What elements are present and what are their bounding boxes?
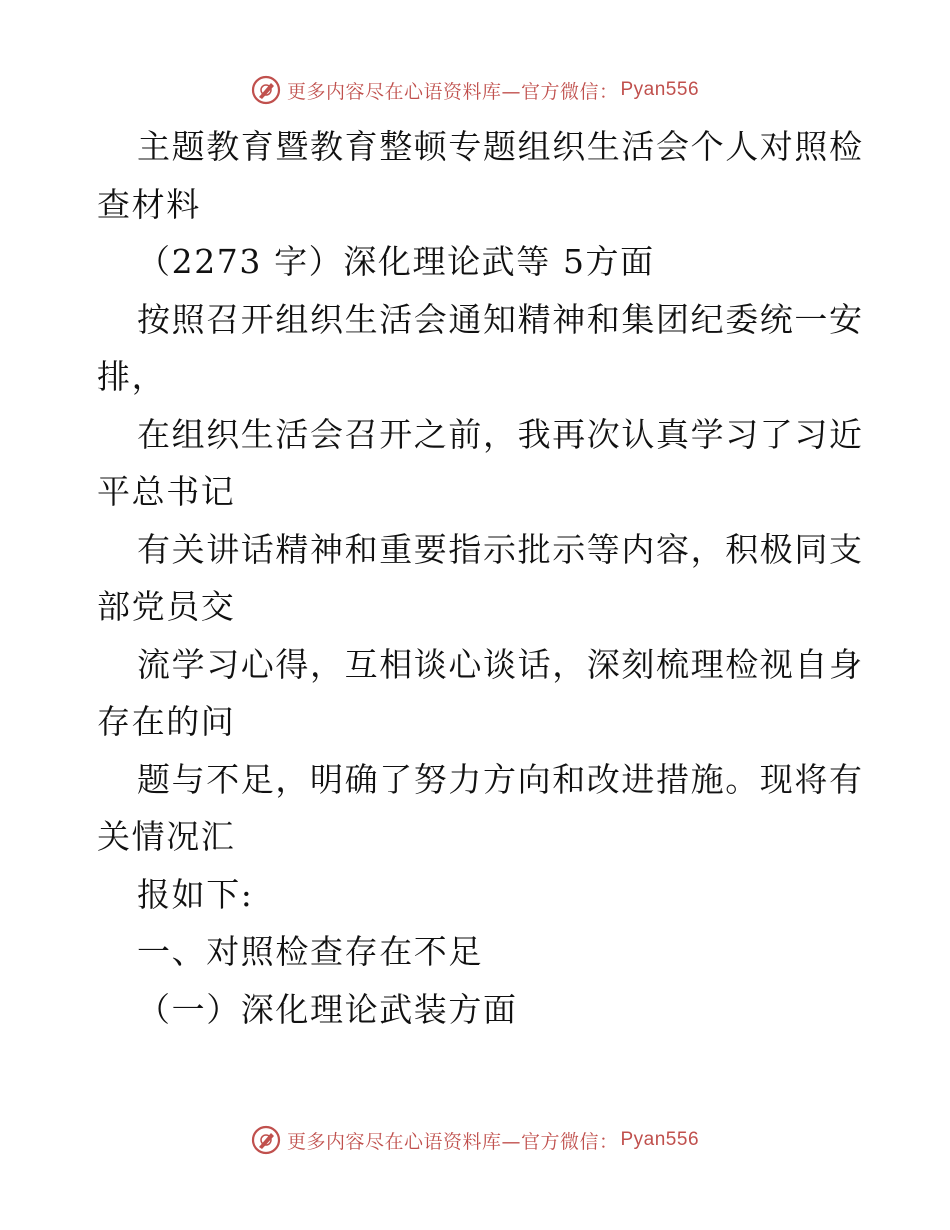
- text-line: 平总书记: [97, 472, 236, 511]
- watermark-text: 更多内容尽在心语资料库—官方微信：: [286, 1130, 619, 1153]
- watermark-header: [0, 70, 950, 110]
- watermark-wechat-id: Pyan556: [620, 1129, 700, 1150]
- text-line: 在组织生活会召开之前，我再次认真学习了习近: [137, 414, 864, 454]
- watermark-text: 更多内容尽在心语资料库—官方微信：: [286, 80, 619, 103]
- text-line: 主题教育暨教育整顿专题组织生活会个人对照检: [137, 127, 864, 166]
- document-body: [97, 118, 864, 1038]
- text-line: 流学习心得，互相谈心谈话，深刻梳理检视自身: [137, 644, 864, 684]
- watermark-wechat-id: Pyan556: [620, 79, 700, 100]
- text-line: 存在的问: [97, 702, 236, 741]
- subsection-heading: （一）深化理论武装方面: [137, 989, 518, 1029]
- text-line: 查材料: [97, 184, 201, 224]
- quill-logo-icon: [251, 1125, 281, 1155]
- text-line: （2273 字）深化理论武等 5方面: [137, 242, 655, 281]
- text-line: 关情况汇: [97, 817, 236, 856]
- text-line: 按照召开组织生活会通知精神和集团纪委统一安: [137, 299, 864, 339]
- watermark-footer: [0, 1120, 950, 1160]
- text-line: 题与不足，明确了努力方向和改进措施。现将有: [137, 759, 864, 799]
- text-line: 排，: [97, 357, 167, 396]
- text-line: 部党员交: [97, 587, 236, 626]
- section-heading: 一、对照检查存在不足: [137, 932, 483, 971]
- text-line: 有关讲话精神和重要指示批示等内容，积极同支: [137, 529, 864, 569]
- text-line: 报如下:: [137, 874, 254, 914]
- quill-logo-icon: [251, 75, 281, 105]
